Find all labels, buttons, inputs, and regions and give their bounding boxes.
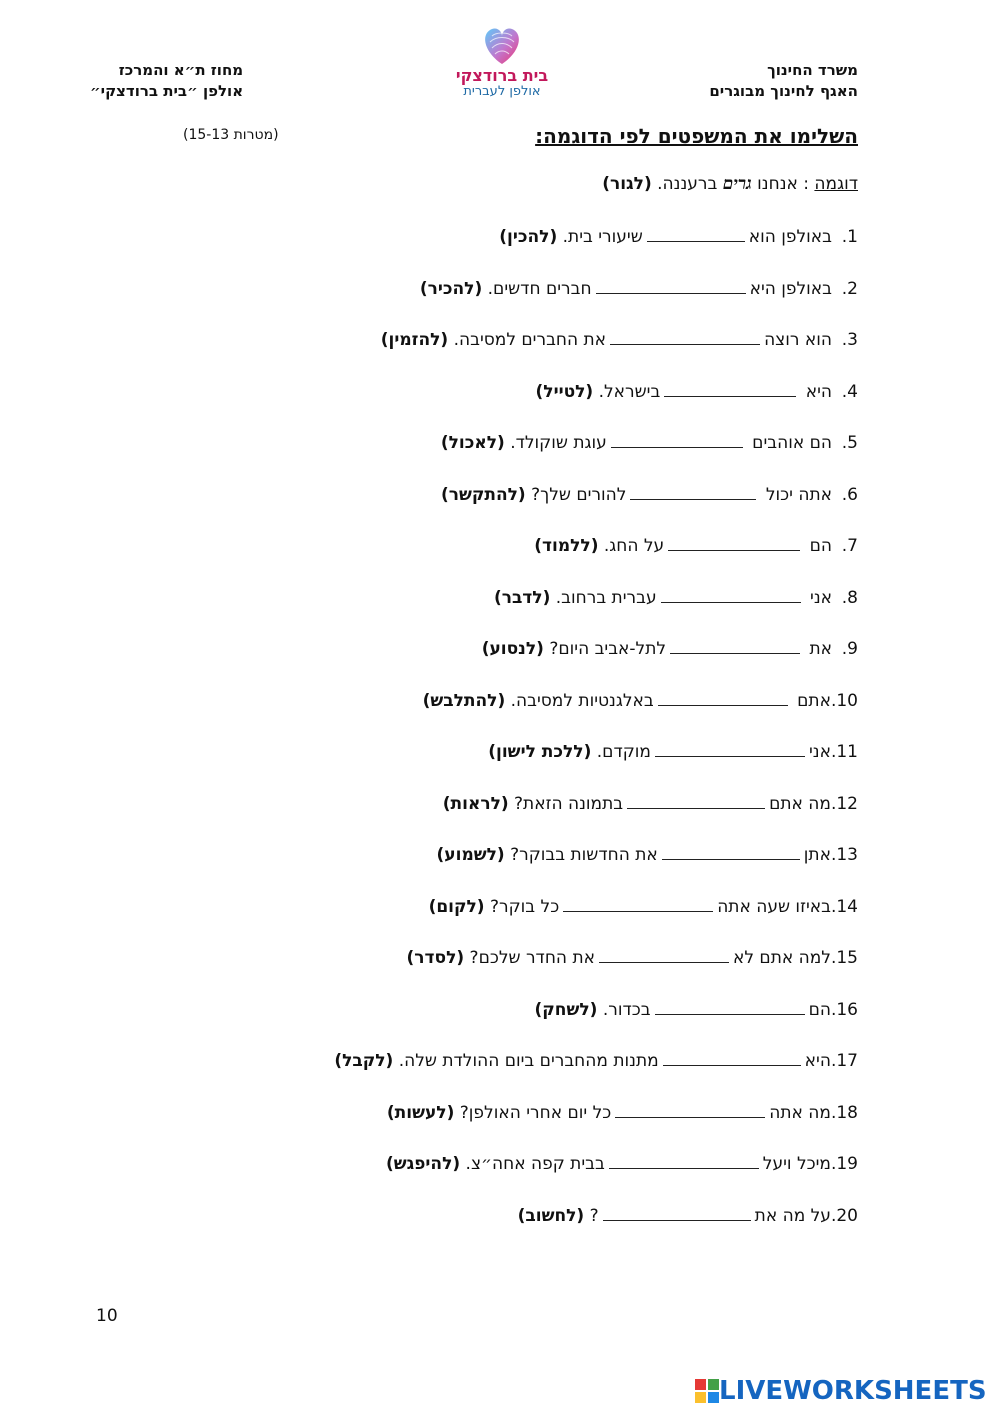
item-prefix: באולפן היא (749, 278, 832, 299)
item-verb: (להכיר) (419, 278, 483, 299)
exercise-item (334, 330, 858, 382)
item-suffix: בישראל. (593, 381, 661, 402)
exercise-item (334, 485, 858, 537)
item-verb: (לקום) (428, 896, 485, 917)
item-number: 5. (841, 433, 858, 453)
exercise-list (334, 227, 858, 1257)
item-number: 18. (830, 1102, 858, 1123)
item-suffix: כל יום אחרי האולפן? (454, 1102, 612, 1123)
answer-blank[interactable] (655, 1000, 805, 1015)
item-number: 8. (841, 587, 858, 608)
item-verb: (להתלבש) (422, 690, 506, 711)
item-verb: (לעשות) (386, 1102, 455, 1123)
exercise-item (334, 639, 858, 691)
answer-blank[interactable] (662, 845, 800, 860)
item-suffix: כל בוקר? (484, 896, 560, 917)
item-verb: (ללמוד) (534, 536, 599, 556)
item-suffix: בבית קפה אחה״צ. (460, 1154, 605, 1174)
exercise-item (334, 382, 858, 434)
exercise-item (334, 227, 858, 279)
exercise-item (334, 1051, 858, 1103)
item-suffix: מוקדם. (591, 742, 651, 762)
item-number: 11. (830, 742, 858, 762)
item-number: 20. (830, 1205, 858, 1226)
exercise-item (334, 1103, 858, 1155)
liveworksheets-logo-icon (695, 1379, 719, 1403)
exercise-item (334, 897, 858, 949)
item-suffix: שיעורי בית. (557, 227, 643, 247)
item-verb: (להזמין) (380, 330, 449, 350)
item-prefix: על מה את (754, 1205, 831, 1226)
item-suffix: בכדור. (597, 999, 651, 1020)
liveworksheets-brand (695, 1376, 987, 1408)
item-number: 14. (830, 896, 858, 917)
exercise-item (334, 1206, 858, 1258)
item-prefix: באולפן הוא (748, 227, 832, 247)
item-number: 15. (830, 948, 858, 968)
item-prefix: אתה יכול (760, 484, 832, 505)
example-colon: : (797, 174, 815, 194)
answer-blank[interactable] (615, 1103, 765, 1118)
item-verb: (לדבר) (493, 587, 551, 608)
item-prefix: מה אתה (769, 1102, 831, 1123)
item-number: 2. (841, 278, 858, 299)
answer-blank[interactable] (655, 742, 805, 757)
item-number: 13. (830, 845, 858, 865)
logo-title: בית ברודצקי (455, 66, 549, 85)
item-prefix: אני (804, 587, 832, 608)
item-suffix: לתל-אביב היום? (543, 639, 667, 659)
item-prefix: מה אתם (769, 793, 831, 814)
exercise-item (334, 691, 858, 743)
answer-blank[interactable] (647, 227, 745, 242)
item-prefix: היא (800, 381, 832, 402)
item-prefix: באיזו שעה אתה (717, 896, 831, 917)
item-suffix: על החג. (598, 536, 665, 556)
item-verb: (להתקשר) (440, 484, 526, 505)
item-suffix: ? (584, 1205, 599, 1226)
item-suffix: עוגת שוקולד. (504, 433, 607, 453)
item-number: 9. (841, 639, 858, 659)
item-prefix: הם אוהבים (746, 433, 832, 453)
exercise-item (334, 279, 858, 331)
item-suffix: מתנות מהחברים ביום ההולדת שלה. (393, 1051, 659, 1071)
item-prefix: הם (808, 999, 831, 1020)
answer-blank[interactable] (599, 948, 729, 963)
answer-blank[interactable] (664, 382, 796, 397)
example-sentence (602, 174, 858, 194)
item-number: 3. (841, 330, 858, 350)
item-verb: (לשחק) (534, 999, 598, 1020)
item-suffix: עברית ברחוב. (550, 587, 657, 608)
goals-note: (15-13 מטרות) (183, 127, 279, 143)
exercise-item (334, 948, 858, 1000)
item-number: 4. (841, 381, 858, 402)
answer-blank[interactable] (611, 433, 743, 448)
exercise-item (334, 1000, 858, 1052)
example-label: דוגמה (814, 174, 858, 194)
answer-blank[interactable] (668, 536, 800, 551)
item-verb: (לסדר) (406, 948, 465, 968)
item-prefix: הם (804, 536, 832, 556)
item-number: 16. (830, 999, 858, 1020)
item-number: 7. (841, 536, 858, 556)
item-suffix: את החברים למסיבה. (448, 330, 607, 350)
answer-blank[interactable] (670, 639, 800, 654)
item-verb: (לאכול) (440, 433, 505, 453)
item-suffix: את החדר שלכם? (464, 948, 595, 968)
item-prefix: הוא רוצה (764, 330, 832, 350)
example-after: ברעננה. (651, 174, 723, 194)
exercise-item (334, 794, 858, 846)
item-suffix: חברים חדשים. (482, 278, 592, 299)
answer-blank[interactable] (658, 691, 788, 706)
item-suffix: באלגנטיות למסיבה. (505, 690, 654, 711)
answer-blank[interactable] (627, 794, 765, 809)
answer-blank[interactable] (596, 279, 746, 294)
item-verb: (להכין) (499, 227, 558, 247)
item-number: 10. (830, 690, 858, 711)
item-prefix: את (804, 639, 832, 659)
item-verb: (לטייל) (535, 381, 594, 402)
answer-blank[interactable] (610, 330, 760, 345)
item-number: 19. (830, 1154, 858, 1174)
item-verb: (ללכת לישון) (488, 742, 592, 762)
item-verb: (לשמוע) (436, 845, 505, 865)
answer-blank[interactable] (603, 1206, 751, 1221)
item-prefix: אתם (791, 690, 831, 711)
item-number: 1. (841, 227, 858, 247)
answer-blank[interactable] (563, 897, 713, 912)
item-prefix: אתן (803, 845, 831, 865)
ulpan-name: אולפן ״בית ברודצקי״ (90, 82, 244, 100)
exercise-title: השלימו את המשפטים לפי הדוגמה: (535, 124, 858, 148)
exercise-item (334, 588, 858, 640)
exercise-item (334, 742, 858, 794)
exercise-item (334, 433, 858, 485)
exercise-item (334, 845, 858, 897)
ministry-name: משרד החינוך (767, 61, 858, 79)
answer-blank[interactable] (630, 485, 756, 500)
district-header (90, 60, 243, 102)
liveworksheets-wordmark: LIVEWORKSHEETS (719, 1376, 987, 1406)
example-answer: גרים (722, 174, 752, 194)
answer-blank[interactable] (663, 1051, 801, 1066)
example-verb: (לגור) (602, 174, 652, 194)
item-suffix: להורים שלך? (525, 484, 627, 505)
item-verb: (לקבל) (334, 1051, 394, 1071)
exercise-item (334, 1154, 858, 1206)
item-verb: (לנסוע) (481, 639, 544, 659)
item-suffix: את החדשות בבוקר? (504, 845, 658, 865)
answer-blank[interactable] (661, 588, 801, 603)
item-prefix: למה אתם לא (732, 948, 831, 968)
ministry-header (709, 60, 858, 102)
district-name: מחוז ת״א והמרכז (118, 61, 244, 79)
item-prefix: היא (804, 1051, 831, 1071)
answer-blank[interactable] (609, 1154, 759, 1169)
item-prefix: אני (808, 742, 831, 762)
item-number: 12. (830, 793, 858, 814)
exercise-item (334, 536, 858, 588)
item-verb: (לחשוב) (517, 1205, 585, 1226)
logo-subtitle: אולפן לעברית (463, 84, 541, 99)
ministry-department: האגף לחינוך מבוגרים (709, 82, 858, 100)
item-verb: (להיפגש) (385, 1154, 461, 1174)
item-suffix: בתמונה הזאת? (508, 793, 624, 814)
example-before: אנחנו (751, 174, 798, 194)
item-number: 17. (830, 1051, 858, 1071)
item-prefix: מיכל ויעל (762, 1154, 831, 1174)
item-verb: (לראות) (442, 793, 509, 814)
page-number: 10 (96, 1306, 118, 1326)
item-number: 6. (841, 484, 858, 505)
